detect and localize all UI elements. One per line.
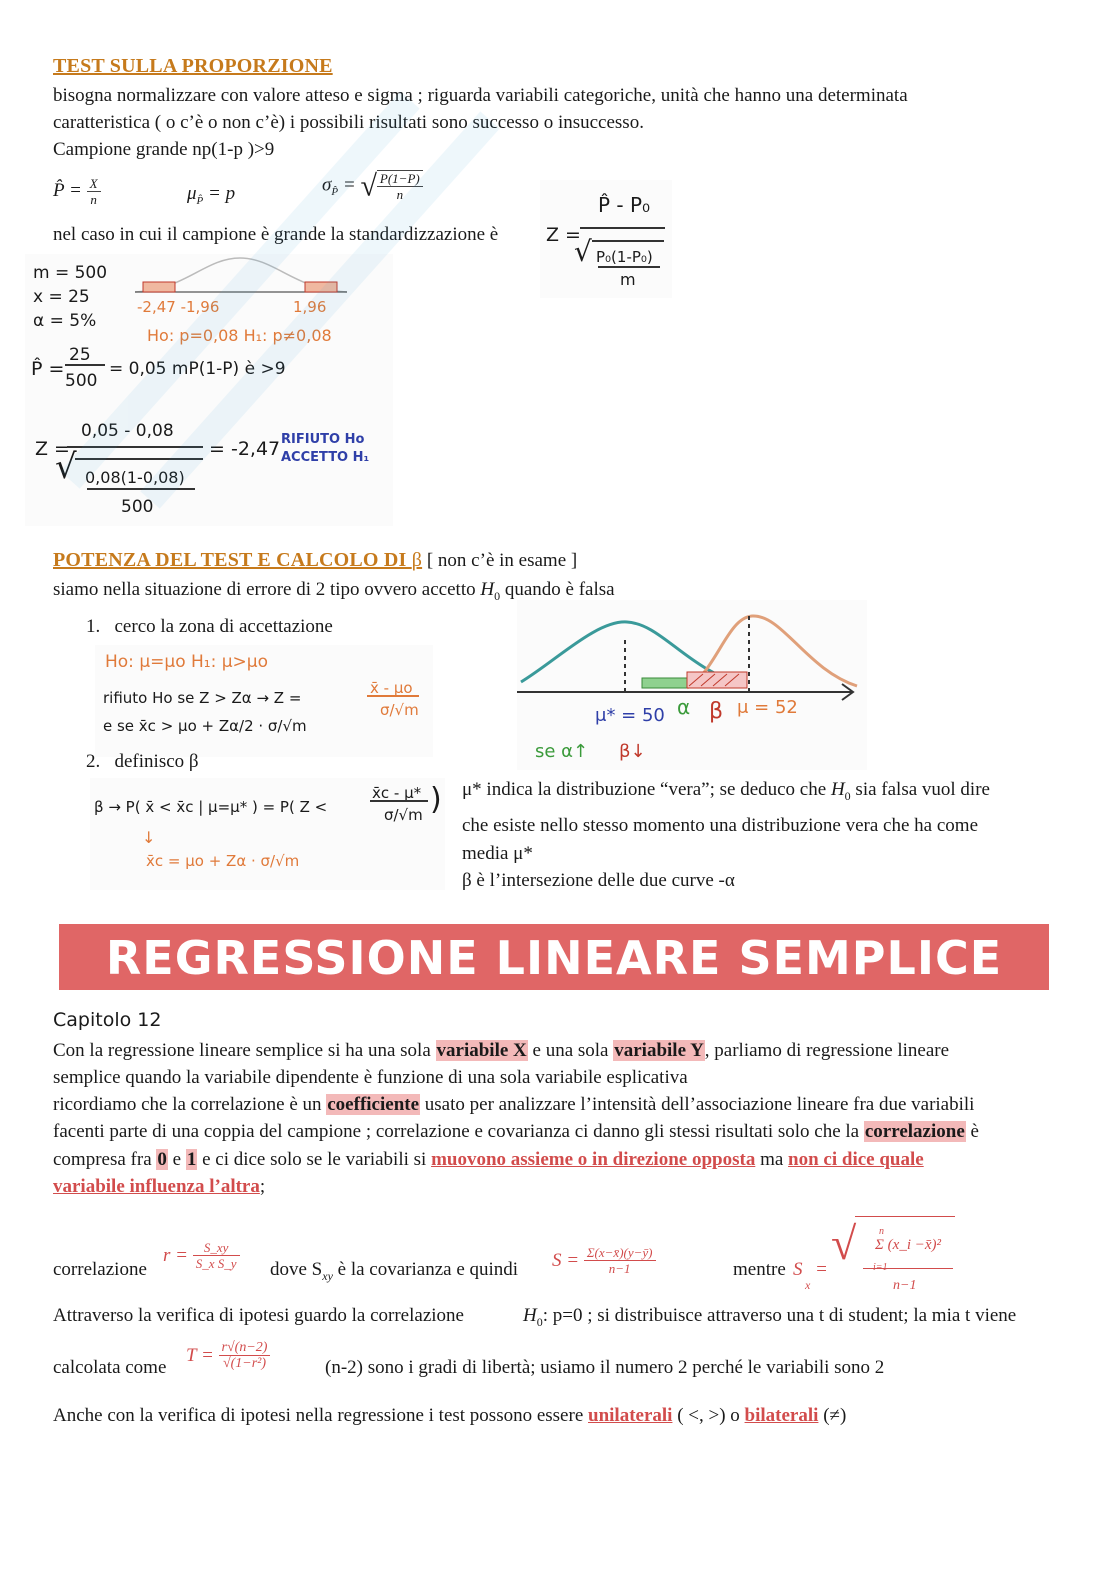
text-span: dove S <box>270 1259 323 1280</box>
text-span: e ci dice solo se le variabili si <box>197 1149 432 1170</box>
paragraph-line: semplice quando la variabile dipendente è funzione di una sola variabile esplicativa <box>53 1067 688 1088</box>
hw-hypothesis: Ho: p=0,08 H₁: p≠0,08 <box>147 326 332 345</box>
highlight-one: 1 <box>186 1149 197 1170</box>
formula-s <box>552 1245 656 1276</box>
h0-symbol: H <box>830 779 845 800</box>
formula-t <box>186 1340 270 1371</box>
h0-sub: 0 <box>536 1314 543 1329</box>
hw-accept-h1: ACCETTO H₁ <box>281 450 370 465</box>
handwritten-beta <box>90 778 445 890</box>
formula-phat-den: n <box>90 192 97 207</box>
h0-sub: 0 <box>844 788 851 803</box>
paragraph-line: (n-2) sono i gradi di libertà; usiamo il numero 2 perché le variabili sono 2 <box>325 1357 885 1378</box>
formula-sx-den: n−1 <box>893 1278 917 1293</box>
hw-phat-den: 500 <box>65 371 98 391</box>
formula-r-den: S_x S_y <box>195 1256 237 1271</box>
paragraph-line: caratteristica ( o c’è o non c’è) i possibili risultati sono successo o insuccesso. <box>53 112 644 133</box>
text-span: Con la regressione lineare semplice si ha una sola <box>53 1040 436 1061</box>
paragraph-line: che esiste nello stesso momento una distribuzione vera che ha come <box>462 815 979 836</box>
section-note: [ non c’è in esame ] <box>422 550 578 571</box>
hw2-frac-den: σ/√m <box>384 806 423 824</box>
formula-sigma-num: P(1−P) <box>377 171 423 187</box>
highlight-variable-y: variabile Y <box>614 1040 704 1061</box>
list-text: cerco la zona di accettazione <box>114 616 333 637</box>
hw-phat-num: 25 <box>69 345 91 365</box>
hw-z-den-num: 0,08(1-0,08) <box>85 468 185 487</box>
paragraph-line <box>53 1037 949 1064</box>
text-span: : p=0 ; si distribuisce attraverso una t di student; la mia t viene <box>542 1305 1017 1326</box>
formula-t-num: r√(n−2) <box>219 1340 271 1356</box>
hw-reject-h0: RIFIUTO Ho <box>281 432 365 447</box>
sqrt-symbol: √ <box>574 235 592 268</box>
hw1-line1: rifiuto Ho se Z > Zα → Z = <box>103 689 302 707</box>
hw-x: x = 25 <box>33 287 90 307</box>
red-underline-text: unilaterali <box>588 1405 673 1426</box>
z-formula-num: P̂ - P₀ <box>598 193 651 217</box>
formula-r-symbol: r = <box>163 1245 188 1266</box>
h0-sub: 0 <box>494 588 501 603</box>
cov-sub: xy <box>322 1268 333 1283</box>
formula-sx-limit-top: n <box>879 1226 884 1237</box>
covariance-text <box>270 1256 518 1290</box>
list-item <box>86 613 333 640</box>
highlight-variable-x: variabile X <box>436 1040 527 1061</box>
formula-sigma-den: n <box>396 187 404 202</box>
graph-note-beta: β↓ <box>619 741 646 762</box>
formula-sx-eq: = <box>815 1259 828 1280</box>
arrow-down-icon: ↓ <box>142 828 156 847</box>
normal-curve-sketch <box>135 256 350 296</box>
highlight-zero: 0 <box>157 1149 167 1170</box>
text-span: usato per analizzare l’intensità dell’associazione lineare fra due variabili <box>420 1094 975 1115</box>
text-span: è <box>965 1121 979 1142</box>
hw1-frac-num: x̄ - μo <box>370 679 413 697</box>
hw1-hypothesis: Ho: μ=μo H₁: μ>μo <box>105 652 269 672</box>
formula-sigma: $\sigma_{P̂}$ = √ $\frac{P(1-P)}{n}$ <box>322 170 423 206</box>
formula-mu-symbol: μ <box>187 183 197 204</box>
paragraph-line: β è l’intersezione delle due curve -α <box>462 870 735 891</box>
z-formula-den-num: P₀(1-P₀) <box>596 248 653 266</box>
hw2-line2: x̄c = μo + Zα · σ/√m <box>146 852 300 870</box>
hw-phat-rest: = 0,05 mP(1-P) è >9 <box>109 359 286 379</box>
text-span: (≠) <box>818 1405 847 1426</box>
mentre-text: mentre <box>733 1259 786 1280</box>
formula-sigma-symbol: σ <box>322 174 332 196</box>
formula-mu-rhs: = p <box>208 183 236 204</box>
graph-note-alpha: se α↑ <box>535 741 589 762</box>
h0-symbol: H <box>480 579 495 600</box>
formula-sx-symbol: S <box>793 1259 803 1280</box>
text-span: è la covarianza e quindi <box>332 1259 519 1280</box>
paragraph-line <box>53 1402 846 1429</box>
red-underline-text: bilaterali <box>744 1405 819 1426</box>
hw1-frac-den: σ/√m <box>380 701 419 719</box>
hw-z-lhs: Z = <box>35 438 70 460</box>
sqrt-symbol: √ <box>831 1218 857 1269</box>
formula-sigma-sub: P̂ <box>331 186 339 199</box>
paragraph-line: calcolata come <box>53 1357 167 1378</box>
handwritten-hypothesis <box>95 645 433 757</box>
red-underline-text: muovono assieme o in direzione opposta <box>431 1149 756 1170</box>
formula-mu <box>187 180 235 215</box>
paragraph-line <box>53 1173 265 1200</box>
hw2-line1: β → P( x̄ < x̄c | μ=μ* ) = P( Z < <box>94 798 328 816</box>
distribution-graph <box>517 600 867 770</box>
formula-sx-sub: x <box>805 1278 811 1292</box>
paragraph-line: bisogna normalizzare con valore atteso e sigma ; riguarda variabili categoriche, unità che hanno una determinata <box>53 85 908 106</box>
highlight-coefficiente: coefficiente <box>327 1094 420 1115</box>
correlation-label: correlazione <box>53 1259 147 1280</box>
text-span: ( <, >) o <box>672 1405 745 1426</box>
paragraph-line <box>462 776 990 810</box>
handwritten-z-formula <box>540 180 672 298</box>
paragraph-line: media μ* <box>462 843 533 864</box>
highlight-correlazione: correlazione <box>864 1121 965 1142</box>
formula-phat <box>53 176 101 207</box>
text-span: ma <box>755 1149 789 1170</box>
z-formula-den-den: m <box>620 270 636 289</box>
formula-r-num: S_xy <box>193 1240 240 1256</box>
text-span: μ* indica la distribuzione “vera”; se deduco che <box>462 779 831 800</box>
text-span: , parliamo di regressione lineare <box>704 1040 950 1061</box>
text-span: e <box>167 1149 186 1170</box>
formula-sx-num: Σ (x_i −x̄)² <box>875 1237 942 1253</box>
graph-mu: μ = 52 <box>737 697 798 718</box>
formula-s-num: Σ(x−x̄)(y−ȳ) <box>584 1245 656 1261</box>
list-number: 1. <box>86 616 101 637</box>
paragraph-line <box>53 1118 979 1145</box>
section-title-text: POTENZA DEL TEST E CALCOLO DI <box>53 549 412 571</box>
paragraph-line: Campione grande np(1-p )>9 <box>53 139 275 160</box>
text-span: Anche con la verifica di ipotesi nella regressione i test possono essere <box>53 1405 588 1426</box>
text-span: sia falsa vuol dire <box>850 779 990 800</box>
z-formula-lhs: Z = <box>546 224 581 246</box>
hw2-frac-num: x̄c - μ* <box>372 784 422 802</box>
text-span: siamo nella situazione di errore di 2 tipo ovvero accetto <box>53 579 481 600</box>
list-number: 2. <box>86 751 101 772</box>
list-text: definisco β <box>114 751 199 772</box>
hw-z-den-den: 500 <box>121 497 154 517</box>
red-underline-text: variabile influenza l’altra <box>53 1176 260 1197</box>
section-title-beta: β <box>411 549 423 571</box>
section-title-potenza <box>53 547 577 574</box>
formula-phat-num: X <box>87 176 101 192</box>
hw1-line2: e se x̄c > μo + Zα/2 · σ/√m <box>103 717 307 735</box>
hw-phat-lhs: P̂ = <box>31 358 65 380</box>
red-underline-text: non ci dice quale <box>788 1149 924 1170</box>
formula-phat-lhs: P̂ = <box>53 179 82 201</box>
section-title-proporzione: TEST SULLA PROPORZIONE <box>53 55 333 77</box>
list-item <box>86 748 199 775</box>
graph-alpha: α <box>677 695 691 719</box>
chapter-banner: REGRESSIONE LINEARE SEMPLICE <box>59 924 1049 990</box>
paragraph-line: Attraverso la verifica di ipotesi guardo la correlazione <box>53 1305 464 1326</box>
paragraph-line <box>53 1146 924 1173</box>
formula-t-den: √(1−r²) <box>222 1356 267 1371</box>
hw2-close-paren: ) <box>430 782 442 817</box>
h0-symbol: H <box>523 1305 537 1326</box>
formula-sigma-eq: = <box>342 174 356 196</box>
text-span: compresa fra <box>53 1149 157 1170</box>
formula-s-den: n−1 <box>608 1261 631 1276</box>
text-span: e una sola <box>527 1040 614 1061</box>
paragraph-line: nel caso in cui il campione è grande la standardizzazione è <box>53 224 499 245</box>
text-span: ; <box>259 1176 266 1197</box>
hw-n: m = 500 <box>33 263 108 283</box>
hw-right-tick: 1,96 <box>293 298 327 316</box>
text-span: ricordiamo che la correlazione è un <box>53 1094 327 1115</box>
hw-z-result: = -2,47 <box>209 438 281 460</box>
formula-sx-limit-bottom: i=1 <box>873 1262 888 1273</box>
chapter-label: Capitolo 12 <box>53 1009 162 1031</box>
paragraph-line <box>53 1091 974 1118</box>
hw-alpha: α = 5% <box>33 311 97 331</box>
formula-mu-sub: P̂ <box>196 194 204 207</box>
handwritten-example <box>25 254 393 526</box>
hw-z-num: 0,05 - 0,08 <box>81 421 174 441</box>
sqrt-symbol: √ <box>55 447 77 487</box>
graph-beta: β <box>709 699 724 724</box>
formula-t-symbol: T = <box>186 1345 214 1366</box>
text-span: facenti parte di una coppia del campione ; correlazione e covarianza ci danno gli stessi risultati solo che la <box>53 1121 864 1142</box>
formula-r <box>163 1240 240 1271</box>
paragraph-line <box>523 1302 1016 1336</box>
graph-mu-star: μ* = 50 <box>595 705 665 726</box>
hw-left-tick: -2,47 -1,96 <box>137 298 220 316</box>
formula-s-symbol: S = <box>552 1250 580 1271</box>
text-span: quando è falsa <box>500 579 615 600</box>
